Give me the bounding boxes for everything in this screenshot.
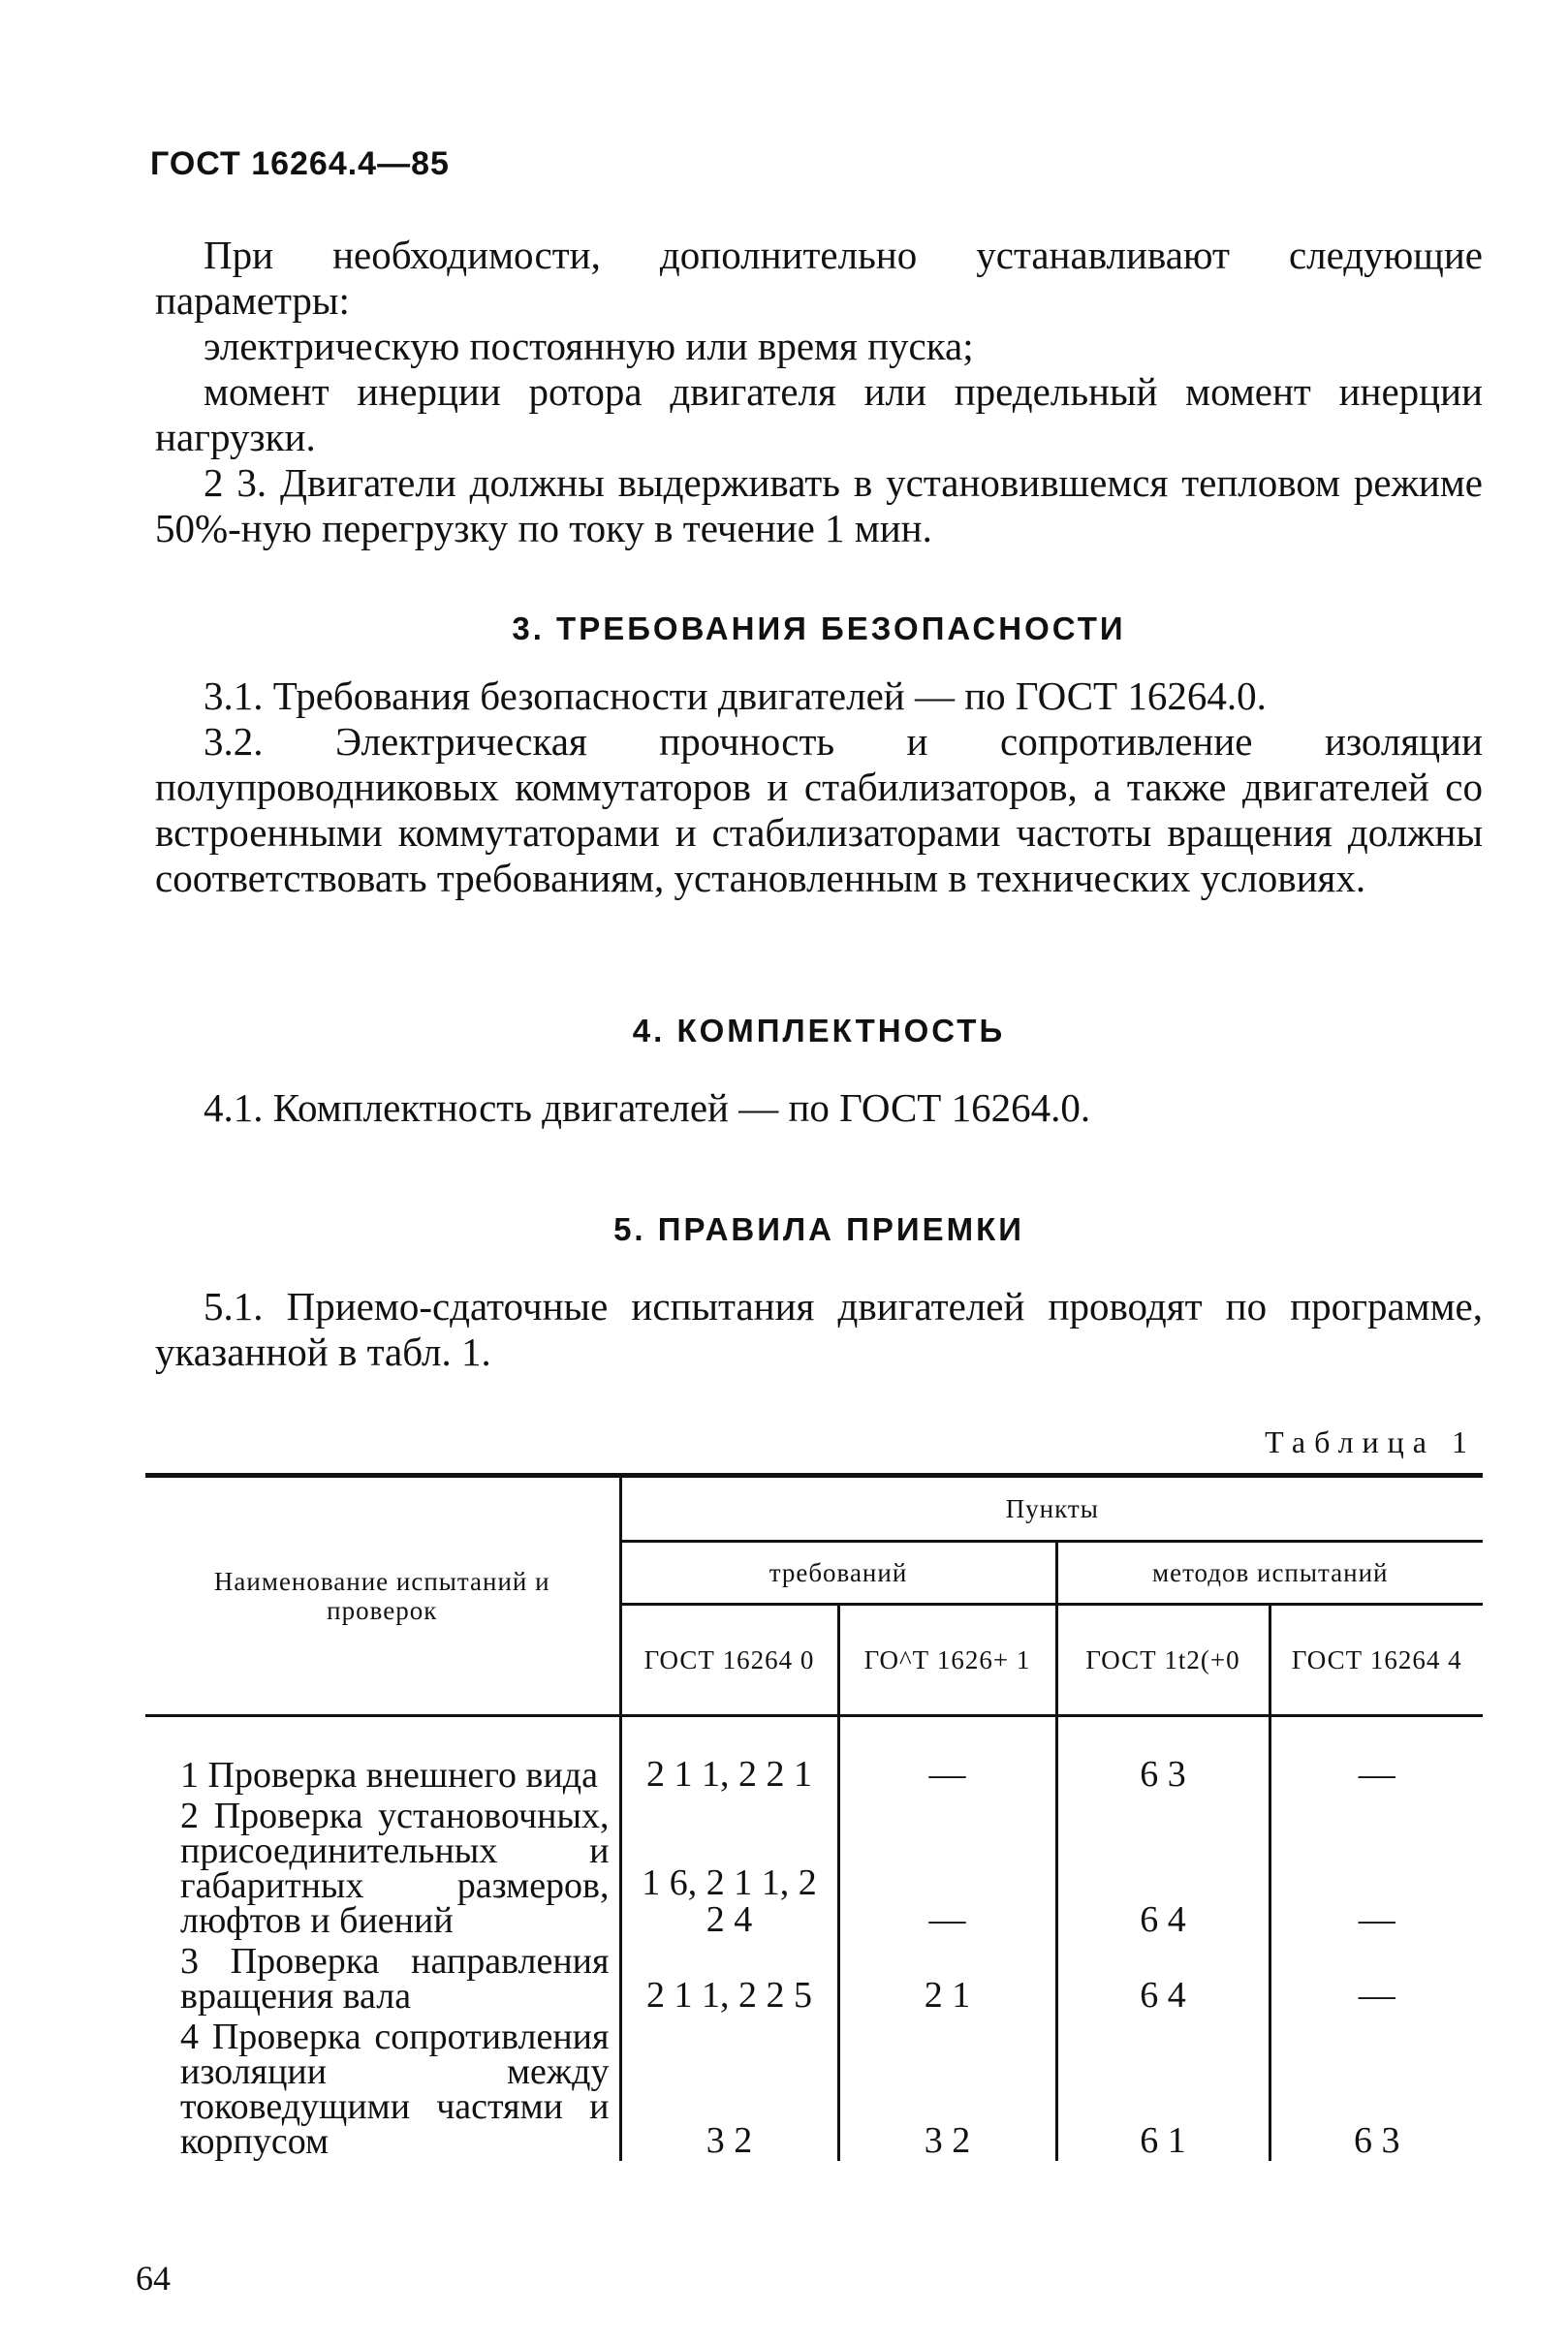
- row-cell: 6 3: [1056, 1716, 1270, 1796]
- row-cell: —: [1270, 1795, 1483, 1940]
- row-cell: 3 2: [838, 2016, 1056, 2161]
- section-title-acceptance: 5. ПРАВИЛА ПРИЕМКИ: [613, 1211, 1024, 1247]
- document-header: ГОСТ 16264.4—85: [150, 145, 450, 182]
- table-row: [145, 1716, 1483, 1796]
- paragraph: 3.1. Требования безопасности двигателей — по ГОСТ 16264.0.: [204, 673, 1267, 718]
- page-number: 64: [136, 2259, 171, 2298]
- row-cell: 6 4: [1056, 1795, 1270, 1940]
- row-cell: 6 3: [1270, 2016, 1483, 2161]
- section-acceptance-text: [155, 1284, 1483, 1375]
- row-cell: 2 1: [838, 1940, 1056, 2016]
- table-row: [145, 1940, 1483, 2016]
- header-test-name: Наименование испытаний и проверок: [145, 1476, 620, 1716]
- paragraph: 3.2. Электрическая прочность и сопротивление изоляции полупроводниковых коммутаторов и стабилизаторов, а также двигателей со встроенными коммутаторами и стабилизаторами частоты вращения должны соответствовать требованиям, установленным в технических условиях.: [155, 719, 1483, 900]
- header-col-gost-1: ГОСТ 16264 0: [620, 1605, 838, 1716]
- header-col-gost-3: ГОСТ 1t2(+0: [1056, 1605, 1270, 1716]
- row-cell: —: [838, 1795, 1056, 1940]
- table-header-row: [145, 1476, 1483, 1542]
- table-caption: Таблица 1: [1265, 1424, 1476, 1459]
- row-cell: 2 1 1, 2 2 5: [620, 1940, 838, 2016]
- row-cell: 1 6, 2 1 1, 2 2 4: [620, 1795, 838, 1940]
- row-cell: 6 1: [1056, 2016, 1270, 2161]
- row-test-name: 1 Проверка внешнего вида: [180, 1755, 599, 1796]
- header-requirements: требований: [620, 1542, 1056, 1605]
- row-test-name: 2 Проверка установочных, присоединительных и габаритных размеров, люфтов и биений: [180, 1796, 610, 1941]
- header-points: Пункты: [620, 1476, 1483, 1542]
- paragraph: 2 3. Двигатели должны выдерживать в установившемся тепловом режиме 50%-ную перегрузку по току в течение 1 мин.: [155, 460, 1483, 550]
- header-col-gost-2: ГО^Т 1626+ 1: [838, 1605, 1056, 1716]
- row-cell: —: [1270, 1716, 1483, 1796]
- intro-text: [155, 233, 1483, 551]
- header-methods: методов испытаний: [1056, 1542, 1483, 1605]
- section-title-safety: 3. ТРЕБОВАНИЯ БЕЗОПАСНОСТИ: [512, 610, 1126, 646]
- section-completeness-text: [155, 1085, 1483, 1131]
- row-cell: 3 2: [620, 2016, 838, 2161]
- row-test-name: 4 Проверка сопротивления изоляции между токоведущими частями и корпусом: [180, 2017, 610, 2162]
- paragraph: электрическую постоянную или время пуска;: [204, 324, 974, 368]
- row-cell: 2 1 1, 2 2 1: [620, 1716, 838, 1796]
- paragraph: При необходимости, дополнительно устанавливают следующие параметры:: [155, 233, 1483, 323]
- header-col-gost-4: ГОСТ 16264 4: [1270, 1605, 1483, 1716]
- paragraph: момент инерции ротора двигателя или предельный момент инерции нагрузки.: [155, 369, 1483, 459]
- table-row: [145, 2016, 1483, 2161]
- section-safety-text: [155, 673, 1483, 901]
- row-cell: —: [1270, 1940, 1483, 2016]
- test-program-table: [145, 1473, 1483, 2161]
- paragraph: 4.1. Комплектность двигателей — по ГОСТ 16264.0.: [204, 1085, 1091, 1130]
- section-title-completeness: 4. КОМПЛЕКТНОСТЬ: [632, 1013, 1006, 1048]
- paragraph: 5.1. Приемо-сдаточные испытания двигателей проводят по программе, указанной в табл. 1.: [155, 1284, 1483, 1374]
- row-test-name: 3 Проверка направления вращения вала: [180, 1941, 610, 2017]
- row-cell: —: [838, 1716, 1056, 1796]
- table-row: [145, 1795, 1483, 1940]
- row-cell: 6 4: [1056, 1940, 1270, 2016]
